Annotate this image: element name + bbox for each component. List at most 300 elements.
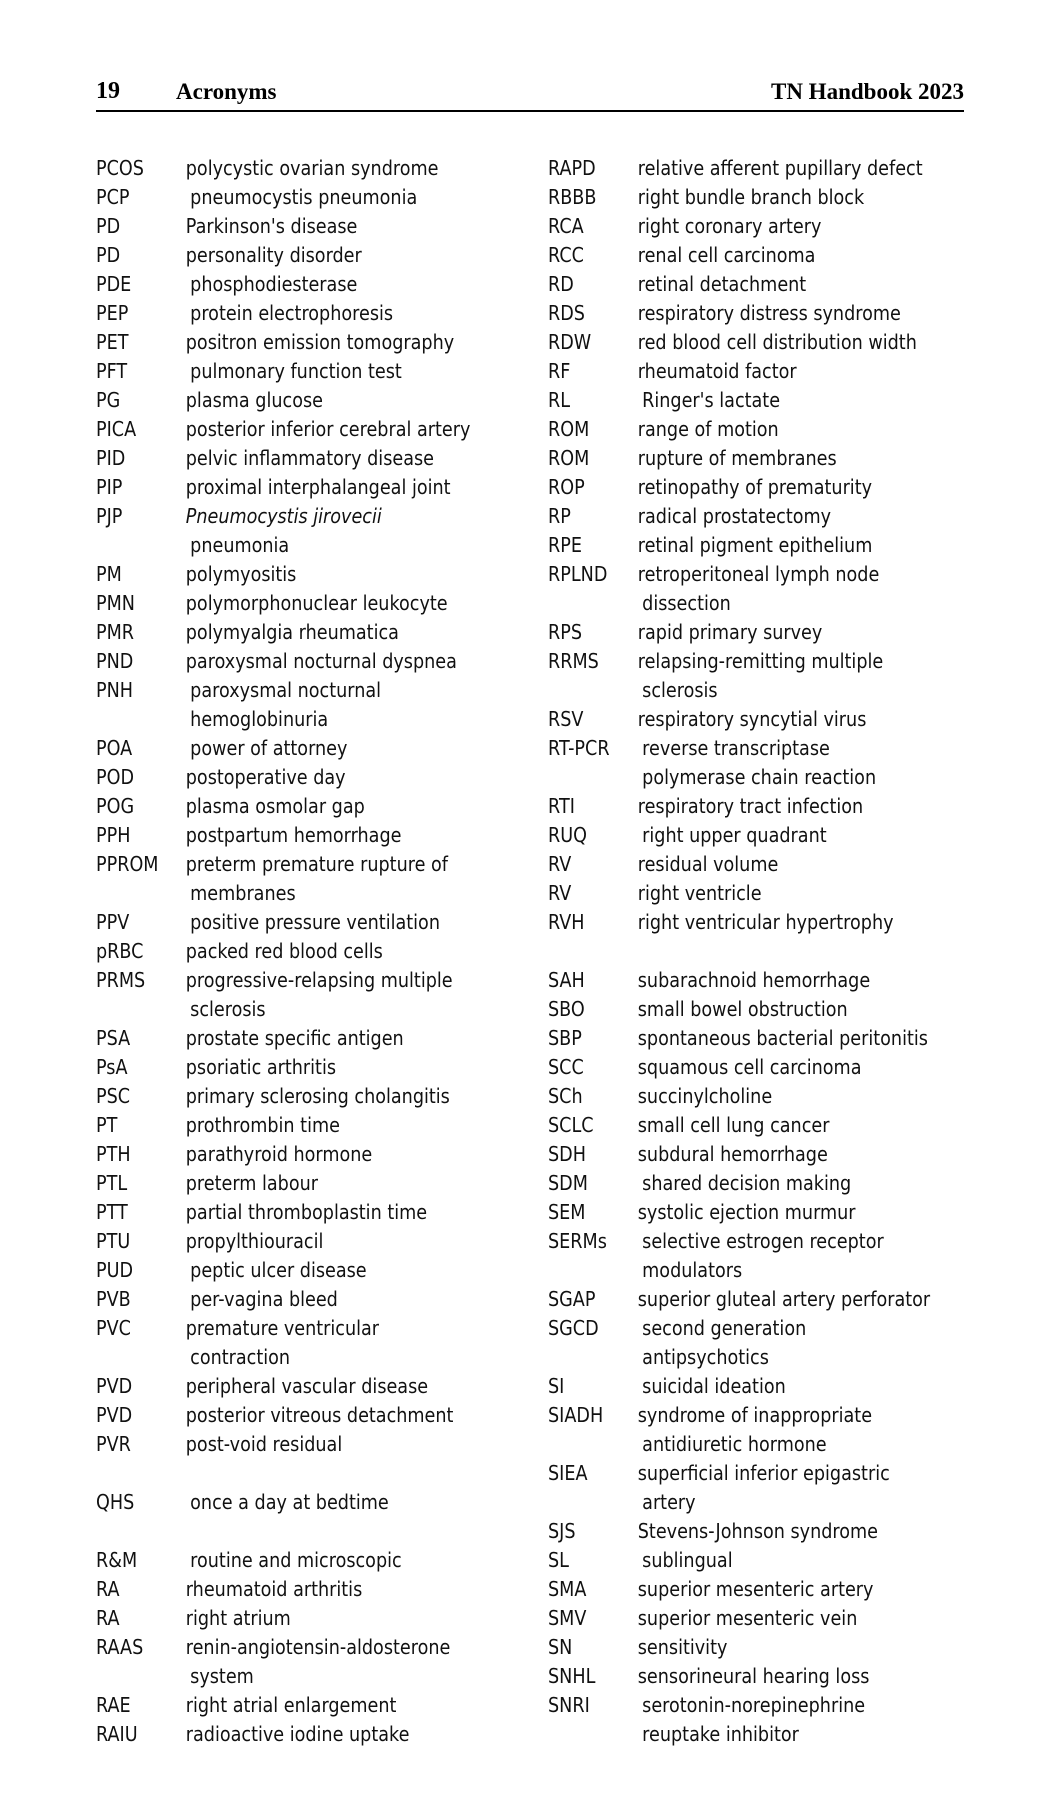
definition-line: right coronary artery [637, 214, 822, 238]
definition-line: positron emission tomography [185, 330, 455, 354]
page-number: 19 [96, 78, 120, 104]
acronym-abbreviation: RPLND [548, 562, 608, 586]
acronym-abbreviation: SCh [548, 1084, 583, 1108]
acronym-definition [186, 734, 483, 763]
definition-line: right ventricle [637, 881, 762, 905]
definition-line: once a day at bedtime [190, 1490, 389, 1514]
definition-line: positive pressure ventilation [190, 910, 440, 934]
acronym-entry [548, 1517, 935, 1546]
definition-line: sclerosis [642, 678, 718, 702]
definition-line: squamous cell carcinoma [637, 1055, 862, 1079]
acronym-definition [186, 1140, 483, 1169]
acronym-definition [186, 270, 483, 299]
definition-line: respiratory syncytial virus [637, 707, 867, 731]
definition-line: prostate specific antigen [185, 1026, 404, 1050]
definition-line: per-vagina bleed [190, 1287, 338, 1311]
acronym-definition [638, 531, 935, 560]
definition-line: small bowel obstruction [637, 997, 848, 1021]
acronym-definition [186, 966, 483, 1024]
definition-line: propylthiouracil [185, 1229, 324, 1253]
acronym-abbreviation: RVH [548, 910, 585, 934]
acronym-abbreviation: RUQ [548, 823, 587, 847]
acronym-definition [186, 502, 483, 560]
acronym-entry [96, 1575, 483, 1604]
acronym-abbreviation: RPE [548, 533, 582, 557]
acronym-abbreviation: RAIU [96, 1722, 138, 1746]
acronym-abbreviation: PVD [96, 1403, 133, 1427]
acronym-entry [96, 1314, 483, 1372]
acronym-entry [548, 995, 935, 1024]
section-spacer [96, 1517, 483, 1546]
definition-line: systolic ejection murmur [637, 1200, 856, 1224]
acronym-definition [638, 241, 935, 270]
acronym-entry [548, 908, 935, 937]
acronym-entry [96, 473, 483, 502]
acronym-definition [638, 444, 935, 473]
acronym-definition [638, 618, 935, 647]
acronym-abbreviation: PVB [96, 1287, 131, 1311]
acronym-definition [186, 676, 483, 734]
definition-line: retinal detachment [637, 272, 807, 296]
acronym-definition [186, 444, 483, 473]
acronym-abbreviation: PFT [96, 359, 128, 383]
definition-line: routine and microscopic [190, 1548, 402, 1572]
acronym-abbreviation: SGCD [548, 1316, 599, 1340]
acronym-definition [638, 560, 935, 618]
definition-line: rupture of membranes [637, 446, 837, 470]
definition-line: proximal interphalangeal joint [185, 475, 451, 499]
acronym-entry [96, 676, 483, 734]
acronym-entry [548, 1459, 935, 1517]
acronym-abbreviation: POD [96, 765, 135, 789]
acronym-abbreviation: PPV [96, 910, 130, 934]
acronym-definition [186, 1198, 483, 1227]
definition-line: paroxysmal nocturnal [190, 678, 382, 702]
definition-line: contraction [190, 1345, 291, 1369]
acronym-abbreviation: PCP [96, 185, 130, 209]
definition-line: hemoglobinuria [190, 707, 329, 731]
acronym-abbreviation: PM [96, 562, 122, 586]
acronym-abbreviation: SDH [548, 1142, 586, 1166]
acronym-entry [96, 1024, 483, 1053]
definition-line: peripheral vascular disease [185, 1374, 429, 1398]
definition-line: renal cell carcinoma [637, 243, 816, 267]
acronym-entry [548, 1227, 935, 1285]
acronym-entry [548, 1604, 935, 1633]
definition-line: retinal pigment epithelium [637, 533, 873, 557]
acronym-definition [186, 299, 483, 328]
acronym-abbreviation: PUD [96, 1258, 134, 1282]
acronym-entry [96, 1604, 483, 1633]
acronym-abbreviation: PVC [96, 1316, 131, 1340]
definition-line: right ventricular hypertrophy [637, 910, 894, 934]
acronym-abbreviation: SCLC [548, 1113, 594, 1137]
acronym-definition [638, 386, 935, 415]
acronym-abbreviation: PDE [96, 272, 132, 296]
acronym-entry [96, 560, 483, 589]
acronym-abbreviation: PCOS [96, 156, 144, 180]
acronym-definition [638, 212, 935, 241]
acronym-entry [548, 357, 935, 386]
acronym-abbreviation: PG [96, 388, 121, 412]
definition-line: red blood cell distribution width [637, 330, 917, 354]
acronym-abbreviation: PPH [96, 823, 131, 847]
acronym-entry [96, 1546, 483, 1575]
definition-line: superior gluteal artery perforator [637, 1287, 931, 1311]
acronym-entry [96, 763, 483, 792]
acronym-entry [96, 647, 483, 676]
acronym-entry [96, 734, 483, 763]
acronym-entry [548, 705, 935, 734]
acronym-abbreviation: PT [96, 1113, 118, 1137]
definition-line: peptic ulcer disease [190, 1258, 367, 1282]
acronym-entry [96, 415, 483, 444]
definition-line: polymorphonuclear leukocyte [185, 591, 448, 615]
definition-line: post-void residual [185, 1432, 343, 1456]
acronym-entry [548, 444, 935, 473]
page-header [96, 76, 964, 112]
acronym-abbreviation: PET [96, 330, 129, 354]
acronym-abbreviation: RA [96, 1606, 120, 1630]
definition-line: retinopathy of prematurity [637, 475, 873, 499]
acronym-abbreviation: SDM [548, 1171, 588, 1195]
acronym-definition [186, 1227, 483, 1256]
acronym-entry [548, 502, 935, 531]
acronym-entry [96, 1285, 483, 1314]
acronym-definition [638, 1604, 935, 1633]
acronym-abbreviation: SL [548, 1548, 569, 1572]
acronym-entry [548, 154, 935, 183]
acronym-abbreviation: PTT [96, 1200, 128, 1224]
acronym-definition [638, 908, 935, 937]
acronym-definition [186, 415, 483, 444]
acronym-definition [186, 1111, 483, 1140]
acronym-abbreviation: SEM [548, 1200, 586, 1224]
acronym-entry [548, 850, 935, 879]
definition-line: dissection [642, 591, 731, 615]
acronym-entry [96, 299, 483, 328]
acronym-definition [638, 995, 935, 1024]
definition-line: rapid primary survey [637, 620, 823, 644]
acronym-entry [548, 1691, 935, 1749]
acronym-abbreviation: RT-PCR [548, 736, 610, 760]
acronym-entry [96, 183, 483, 212]
acronym-definition [186, 212, 483, 241]
acronym-entry [548, 1053, 935, 1082]
definition-line: right bundle branch block [637, 185, 865, 209]
acronym-definition [638, 1024, 935, 1053]
acronym-entry [548, 299, 935, 328]
acronym-definition [186, 1720, 483, 1749]
definition-line: pneumonia [190, 533, 290, 557]
acronym-entry [96, 1401, 483, 1430]
acronym-abbreviation: SI [548, 1374, 565, 1398]
definition-line: partial thromboplastin time [185, 1200, 428, 1224]
acronym-definition [186, 1256, 483, 1285]
definition-line: protein electrophoresis [190, 301, 394, 325]
acronym-definition [186, 1314, 483, 1372]
definition-line: spontaneous bacterial peritonitis [637, 1026, 928, 1050]
acronym-abbreviation: RV [548, 881, 572, 905]
acronym-abbreviation: RD [548, 272, 574, 296]
acronym-entry [96, 154, 483, 183]
definition-line: prothrombin time [185, 1113, 340, 1137]
definition-line: second generation [642, 1316, 807, 1340]
definition-line: relative afferent pupillary defect [637, 156, 923, 180]
acronym-abbreviation: PJP [96, 504, 123, 528]
definition-line: right upper quadrant [642, 823, 827, 847]
acronym-definition [186, 763, 483, 792]
acronym-definition [638, 1053, 935, 1082]
definition-line: serotonin-norepinephrine [642, 1693, 866, 1717]
acronym-entry [96, 1111, 483, 1140]
definition-line: preterm premature rupture of [185, 852, 448, 876]
acronym-abbreviation: RBBB [548, 185, 597, 209]
acronym-definition [186, 850, 483, 908]
acronym-definition [186, 560, 483, 589]
acronym-entry [96, 1430, 483, 1459]
acronym-entry [548, 1198, 935, 1227]
acronym-entry [548, 1633, 935, 1662]
acronym-entry [548, 1401, 935, 1459]
acronym-abbreviation: RPS [548, 620, 583, 644]
acronym-entry [96, 1169, 483, 1198]
acronym-definition [638, 473, 935, 502]
definition-line: plasma glucose [185, 388, 323, 412]
acronym-definition [186, 357, 483, 386]
definition-line: polymyositis [185, 562, 297, 586]
acronym-definition [186, 1604, 483, 1633]
acronym-entry [96, 1256, 483, 1285]
acronym-definition [186, 1546, 483, 1575]
acronym-abbreviation: RV [548, 852, 572, 876]
acronym-entry [96, 792, 483, 821]
definition-line: rheumatoid factor [637, 359, 797, 383]
acronym-entry [548, 879, 935, 908]
acronym-entry [548, 386, 935, 415]
definition-line: small cell lung cancer [637, 1113, 830, 1137]
acronym-entry [548, 212, 935, 241]
acronym-definition [186, 1430, 483, 1459]
acronym-abbreviation: SERMs [548, 1229, 607, 1253]
definition-line: antidiuretic hormone [642, 1432, 827, 1456]
acronym-entry [548, 1140, 935, 1169]
acronym-abbreviation: SNHL [548, 1664, 596, 1688]
acronym-entry [548, 415, 935, 444]
definition-line: sensorineural hearing loss [637, 1664, 870, 1688]
acronym-abbreviation: RAE [96, 1693, 131, 1717]
acronym-definition [638, 299, 935, 328]
acronym-abbreviation: POA [96, 736, 133, 760]
acronym-abbreviation: RDW [548, 330, 592, 354]
definition-line: range of motion [637, 417, 779, 441]
acronym-entry [96, 241, 483, 270]
acronym-definition [186, 1488, 483, 1517]
acronym-entry [96, 357, 483, 386]
acronym-abbreviation: RDS [548, 301, 585, 325]
definition-line: plasma osmolar gap [185, 794, 365, 818]
acronym-definition [186, 908, 483, 937]
acronym-abbreviation: SBP [548, 1026, 582, 1050]
acronym-abbreviation: PTU [96, 1229, 131, 1253]
acronym-definition [186, 1053, 483, 1082]
acronym-entry [548, 821, 935, 850]
acronym-entry [96, 1372, 483, 1401]
acronym-abbreviation: RRMS [548, 649, 599, 673]
acronym-entry [96, 1140, 483, 1169]
acronym-abbreviation: RA [96, 1577, 120, 1601]
acronym-entry [548, 1169, 935, 1198]
acronym-definition [638, 415, 935, 444]
acronym-abbreviation: PVR [96, 1432, 131, 1456]
acronym-definition [638, 270, 935, 299]
acronym-abbreviation: pRBC [96, 939, 144, 963]
acronym-abbreviation: SMA [548, 1577, 587, 1601]
definition-line: Parkinson's disease [185, 214, 358, 238]
definition-line: pneumocystis pneumonia [190, 185, 418, 209]
definition-line: progressive-relapsing multiple [185, 968, 453, 992]
acronym-entry [96, 1227, 483, 1256]
definition-line: residual volume [637, 852, 779, 876]
acronym-entry [548, 1285, 935, 1314]
definition-line: postoperative day [185, 765, 346, 789]
acronym-definition [186, 1169, 483, 1198]
acronym-abbreviation: PID [96, 446, 126, 470]
definition-line: sensitivity [637, 1635, 728, 1659]
acronym-definition [638, 1198, 935, 1227]
acronym-entry [548, 241, 935, 270]
acronym-abbreviation: SIEA [548, 1461, 588, 1485]
definition-line: respiratory distress syndrome [637, 301, 901, 325]
acronym-definition [186, 1024, 483, 1053]
acronym-entry [548, 734, 935, 792]
acronym-definition [638, 1169, 935, 1198]
definition-line: retroperitoneal lymph node [637, 562, 880, 586]
acronym-definition [638, 357, 935, 386]
definition-line: renin-angiotensin-aldosterone [185, 1635, 451, 1659]
definition-line: right atrium [185, 1606, 291, 1630]
acronym-abbreviation: ROM [548, 446, 590, 470]
acronym-definition [638, 1691, 935, 1749]
acronym-definition [186, 473, 483, 502]
acronym-definition [638, 183, 935, 212]
acronym-abbreviation: SAH [548, 968, 585, 992]
acronym-abbreviation: PD [96, 214, 121, 238]
section-spacer [96, 1459, 483, 1488]
acronym-entry [96, 444, 483, 473]
acronym-entry [548, 473, 935, 502]
acronym-entry [548, 1314, 935, 1372]
acronym-entry [548, 1662, 935, 1691]
acronym-entry [548, 560, 935, 618]
acronym-abbreviation: RCC [548, 243, 584, 267]
acronym-abbreviation: PSC [96, 1084, 131, 1108]
acronym-abbreviation: RP [548, 504, 571, 528]
acronym-definition [186, 1691, 483, 1720]
acronym-abbreviation: PPROM [96, 852, 159, 876]
section-spacer [548, 937, 935, 966]
acronym-abbreviation: SNRI [548, 1693, 590, 1717]
definition-line: parathyroid hormone [185, 1142, 373, 1166]
definition-line: selective estrogen receptor [642, 1229, 884, 1253]
acronym-abbreviation: PMR [96, 620, 135, 644]
definition-line: premature ventricular [185, 1316, 380, 1340]
definition-line: reuptake inhibitor [642, 1722, 799, 1746]
acronym-definition [638, 502, 935, 531]
acronym-entry [96, 618, 483, 647]
definition-line: superficial inferior epigastric [637, 1461, 890, 1485]
acronym-definition [186, 618, 483, 647]
acronym-entry [96, 966, 483, 1024]
acronym-abbreviation: PICA [96, 417, 137, 441]
acronym-definition [638, 1082, 935, 1111]
acronym-definition [186, 1401, 483, 1430]
acronym-abbreviation: RCA [548, 214, 584, 238]
acronym-definition [186, 589, 483, 618]
acronym-abbreviation: SMV [548, 1606, 587, 1630]
acronym-abbreviation: SN [548, 1635, 573, 1659]
definition-line: superior mesenteric vein [637, 1606, 858, 1630]
definition-line: system [190, 1664, 254, 1688]
acronym-definition [186, 792, 483, 821]
definition-line: subarachnoid hemorrhage [637, 968, 871, 992]
acronym-abbreviation: PSA [96, 1026, 131, 1050]
acronym-abbreviation: RAPD [548, 156, 596, 180]
acronym-definition [186, 241, 483, 270]
acronym-entry [96, 212, 483, 241]
definition-line: suicidal ideation [642, 1374, 786, 1398]
acronym-abbreviation: PD [96, 243, 121, 267]
acronym-entry [96, 821, 483, 850]
definition-line: superior mesenteric artery [637, 1577, 874, 1601]
acronym-definition [638, 879, 935, 908]
acronym-entry [96, 1691, 483, 1720]
acronym-definition [638, 1111, 935, 1140]
acronym-abbreviation: SJS [548, 1519, 576, 1543]
acronym-entry [548, 531, 935, 560]
acronym-definition [638, 1401, 935, 1459]
acronym-entry [96, 386, 483, 415]
definition-line: pulmonary function test [190, 359, 402, 383]
acronym-column-right [548, 154, 935, 1749]
acronym-abbreviation: PTL [96, 1171, 128, 1195]
acronym-definition [638, 1140, 935, 1169]
acronym-entry [548, 618, 935, 647]
acronym-entry [96, 270, 483, 299]
acronym-entry [96, 328, 483, 357]
acronym-entry [548, 1024, 935, 1053]
acronym-definition [638, 821, 935, 850]
acronym-column-left [96, 154, 483, 1749]
acronym-entry [96, 502, 483, 560]
definition-line: shared decision making [642, 1171, 852, 1195]
acronym-abbreviation: POG [96, 794, 135, 818]
definition-line: posterior inferior cerebral artery [185, 417, 471, 441]
acronym-definition [638, 1372, 935, 1401]
acronym-abbreviation: PIP [96, 475, 123, 499]
acronym-abbreviation: SCC [548, 1055, 584, 1079]
definition-line: pelvic inflammatory disease [185, 446, 434, 470]
acronym-definition [638, 1459, 935, 1517]
acronym-abbreviation: PsA [96, 1055, 128, 1079]
definition-line: polycystic ovarian syndrome [185, 156, 439, 180]
acronym-definition [638, 1575, 935, 1604]
definition-line: Pneumocystis jirovecii [185, 504, 382, 528]
definition-line: membranes [190, 881, 296, 905]
acronym-entry [548, 966, 935, 995]
definition-line: polymyalgia rheumatica [185, 620, 399, 644]
acronym-abbreviation: PEP [96, 301, 129, 325]
